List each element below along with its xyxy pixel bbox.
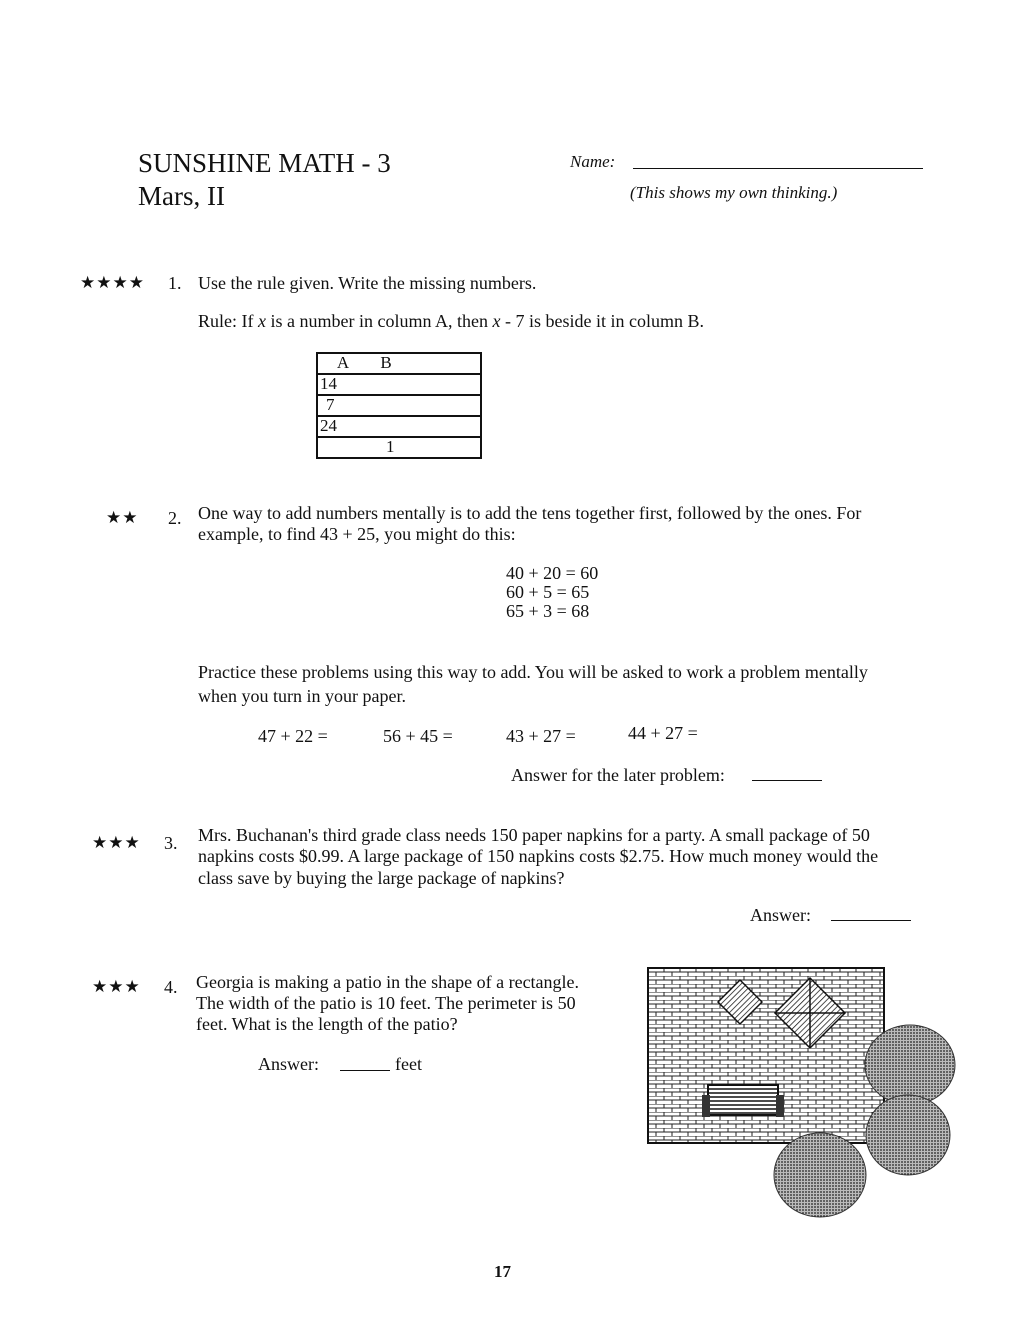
difficulty-stars: ★★★★	[80, 273, 145, 292]
worksheet-subtitle: Mars, II	[138, 181, 225, 211]
table-cell[interactable]	[317, 437, 481, 458]
answer-blank[interactable]	[752, 766, 822, 781]
table-header-cell	[317, 353, 481, 374]
rule-variable: x	[492, 311, 501, 331]
answer-label: Answer:	[258, 1054, 319, 1074]
patio-illustration	[640, 960, 960, 1225]
column-a-value: 24	[320, 416, 337, 435]
table-row	[317, 437, 481, 458]
name-note: (This shows my own thinking.)	[630, 183, 838, 202]
problem-text-line3: feet. What is the length of the patio?	[196, 1014, 458, 1034]
column-a-value: 7	[326, 395, 335, 414]
table-row	[317, 395, 481, 416]
problem-text-line3: class save by buying the large package of napkins?	[198, 868, 565, 888]
problem-text-line2: The width of the patio is 10 feet. The perimeter is 50	[196, 993, 576, 1013]
practice-text-line1: Practice these problems using this way to add. You will be asked to work a problem mentally	[198, 662, 868, 682]
difficulty-stars: ★★	[106, 508, 139, 527]
problem-number: 2.	[168, 508, 182, 528]
rule-middle: is a number in column A, then	[270, 311, 488, 331]
problem-text-line2: napkins costs $0.99. A large package of 150 napkins costs $2.75. How much money would the	[198, 846, 879, 866]
difficulty-stars: ★★★	[92, 833, 141, 852]
answer-unit: feet	[395, 1054, 422, 1074]
problem-text: Use the rule given. Write the missing numbers.	[198, 273, 537, 293]
rule-variable: x	[258, 311, 266, 331]
column-b-value: 1	[386, 437, 395, 456]
column-b-header: B	[380, 353, 392, 372]
problem-text-line1: Mrs. Buchanan's third grade class needs 150 paper napkins for a party. A small package of 50	[198, 825, 870, 845]
name-label: Name:	[570, 152, 616, 171]
problem-number: 1.	[168, 273, 182, 293]
answer-label: Answer for the later problem:	[511, 765, 725, 785]
rule-text	[198, 311, 704, 332]
rule-prefix: Rule: If	[198, 311, 254, 331]
page-number: 17	[494, 1262, 511, 1281]
example-step: 60 + 5 = 65	[506, 582, 590, 602]
rule-suffix: - 7 is beside it in column B.	[504, 311, 704, 331]
problem-number: 3.	[164, 833, 178, 853]
answer-label: Answer:	[750, 905, 811, 925]
example-step: 65 + 3 = 68	[506, 601, 590, 621]
table-row	[317, 416, 481, 437]
column-a-header: A	[336, 353, 350, 372]
table-cell[interactable]	[317, 416, 481, 437]
problem-number: 4.	[164, 977, 178, 997]
answer-blank[interactable]	[831, 906, 911, 921]
exercise[interactable]: 56 + 45 =	[383, 726, 453, 746]
difficulty-stars: ★★★	[92, 977, 141, 996]
practice-text-line2: when you turn in your paper.	[198, 686, 406, 706]
exercise[interactable]: 47 + 22 =	[258, 726, 328, 746]
answer-blank[interactable]	[340, 1056, 390, 1071]
name-field[interactable]	[633, 168, 923, 169]
table-header-row	[317, 353, 481, 374]
exercise[interactable]: 44 + 27 =	[628, 723, 698, 743]
table-cell[interactable]	[317, 374, 481, 395]
column-a-value: 14	[320, 374, 337, 393]
problem-text-line1: Georgia is making a patio in the shape of a rectangle.	[196, 972, 580, 992]
example-step: 40 + 20 = 60	[506, 563, 599, 583]
worksheet-title: SUNSHINE MATH - 3	[138, 148, 391, 178]
problem-text-line1: One way to add numbers mentally is to add the tens together first, followed by the ones. For	[198, 503, 862, 523]
patio-bricks	[648, 968, 884, 1143]
table-cell[interactable]	[317, 395, 481, 416]
bench	[702, 1085, 784, 1117]
problem-text-line2: example, to find 43 + 25, you might do this:	[198, 524, 516, 544]
exercise[interactable]: 43 + 27 =	[506, 726, 576, 746]
rule-table	[316, 352, 482, 459]
table-row	[317, 374, 481, 395]
